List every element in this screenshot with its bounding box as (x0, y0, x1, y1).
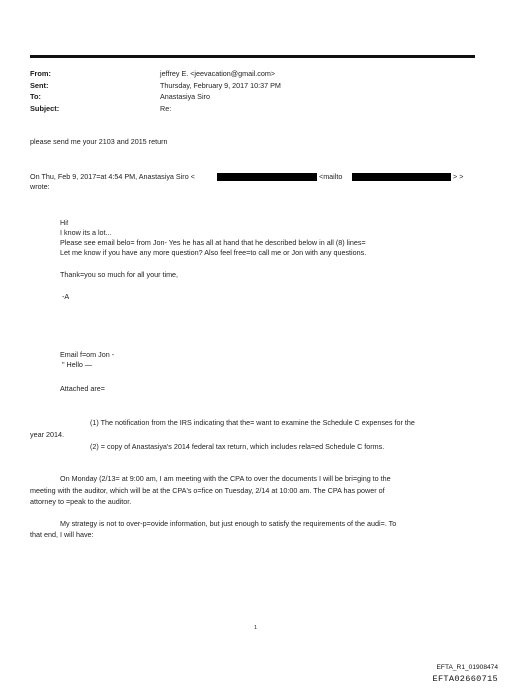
hello-line: " Hello — (62, 360, 93, 369)
from-label: From: (30, 69, 51, 78)
sent-value: Thursday, February 9, 2017 10:37 PM (160, 81, 281, 90)
redaction-block-2 (352, 173, 451, 181)
item-1-line-1: (1) The notification from the IRS indicating that the= want to examine the Schedule C expenses for the (90, 418, 415, 427)
header-rule (30, 55, 475, 58)
monday-line-3: attorney to =peak to the auditor. (30, 497, 132, 506)
thanks-line: Thank=you so much for all your time, (60, 270, 179, 279)
bates-number-small: EFTA_R1_01908474 (436, 664, 498, 671)
see-email-line: Please see email belo= from Jon- Yes he has all at hand that he described below in all (8) lines= (60, 238, 366, 247)
redaction-block-1 (217, 173, 317, 181)
sent-label: Sent: (30, 81, 49, 90)
let-me-know-line: Let me know if you have any more question? Also feel free=to call me or Jon with any questions. (60, 248, 367, 257)
item-1-line-2: year 2014. (30, 430, 64, 439)
request-line: please send me your 2103 and 2015 return (30, 137, 168, 146)
monday-line-1: On Monday (2/13= at 9:00 am, I am meeting with the CPA to over the documents I will be bri=ging to the (60, 474, 391, 483)
strategy-line-1: My strategy is not to over-p=ovide information, but just enough to satisfy the requirements of the audi=. To (60, 519, 397, 528)
subject-label: Subject: (30, 104, 60, 113)
quote-intro: On Thu, Feb 9, 2017=at 4:54 PM, Anastasiya Siro < (30, 172, 195, 181)
know-line: I know its a lot... (60, 228, 112, 237)
bates-number-large: EFTA02660715 (432, 674, 498, 684)
item-2: (2) = copy of Anastasiya's 2014 federal tax return, which includes rela=ed Schedule C forms. (90, 442, 385, 451)
from-value: jeffrey E. <jeevacation@gmail.com> (160, 69, 276, 78)
greeting: Hi! (60, 218, 69, 227)
subject-value: Re: (160, 104, 172, 113)
to-label: To: (30, 92, 41, 101)
to-value: Anastasiya Siro (160, 92, 210, 101)
email-from-jon: Email f=om Jon - (60, 350, 115, 359)
page-number: 1 (254, 625, 258, 631)
strategy-line-2: that end, I will have: (30, 530, 94, 539)
signature: -A (62, 292, 70, 301)
monday-line-2: meeting with the auditor, which will be at the CPA's o=fice on Tuesday, 2/14 at 10:00 am. The CPA has power of (30, 486, 385, 495)
quote-intro-end: > > (453, 172, 464, 181)
quote-intro-mailto: <mailto (319, 172, 343, 181)
quote-intro-wrote: wrote: (30, 182, 50, 191)
attached-line: Attached are= (60, 384, 105, 393)
